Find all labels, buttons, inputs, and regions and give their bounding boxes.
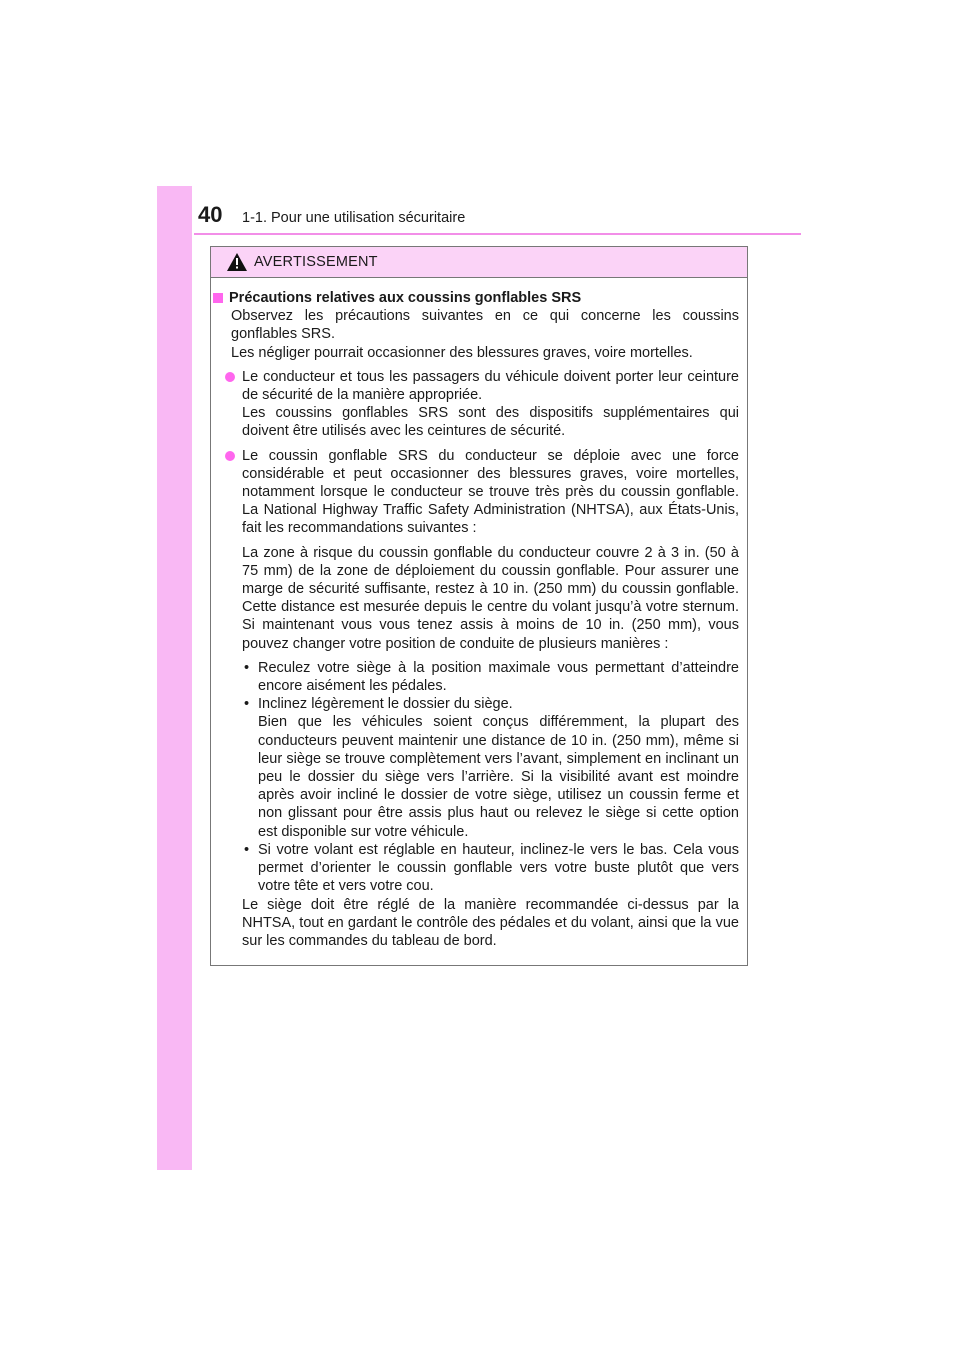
sub-item-1 xyxy=(211,659,747,695)
circle-bullet-icon xyxy=(225,451,235,461)
warning-heading xyxy=(211,289,747,307)
bullet-1-line-2: Les coussins gonflables SRS sont des dispositifs supplémentaires qui doivent être utilisés avec les ceintures de sécurité. xyxy=(242,405,739,440)
warning-title: AVERTISSEMENT xyxy=(254,254,378,270)
intro-line-1: Observez les précautions suivantes en ce qui concerne les coussins gonflables SRS. xyxy=(231,308,739,343)
warning-heading-text: Précautions relatives aux coussins gonflables SRS xyxy=(229,290,582,306)
page-number: 40 xyxy=(198,202,223,227)
intro-line-2: Les négliger pourrait occasionner des blessures graves, voire mortelles. xyxy=(231,344,693,361)
bullet-2-line-1: Le coussin gonflable SRS du conducteur se déploie avec une force considérable et peut occasionner des blessures graves, voire mortelles, notamment lorsque le conducteur se trouve très près du coussin gonflable. La National Highway Traffic Safety Administration (NHTSA), aux États-Unis, fait les recommandations suivantes : xyxy=(242,447,739,537)
dot-bullet: • xyxy=(244,659,250,676)
warning-box xyxy=(210,246,748,966)
sub-item-2-text: Inclinez légèrement le dossier du siège. xyxy=(258,696,513,713)
sub-item-2 xyxy=(211,695,747,841)
sub-item-3 xyxy=(211,841,747,896)
sub-item-3-text: Si votre volant est réglable en hauteur, inclinez-le vers le bas. Cela vous permet d’orienter le coussin gonflable vers votre buste plutôt que vers votre tête et vers votre cou. xyxy=(258,841,739,895)
dot-bullet: • xyxy=(244,696,250,713)
risk-zone-paragraph: La zone à risque du coussin gonflable du conducteur couvre 2 à 3 in. (50 à 75 mm) de la zone de déploiement du coussin gonflable. Pour assurer une marge de sécurité suffisante, restez à 10 in. (250 mm) du coussin gonflable. Cette distance est mesurée depuis le centre du volant jusqu’à votre sternum. Si maintenant vous vous tenez assis à moins de 10 in. (250 mm), vous pouvez changer votre position de conduite de plusieurs manières : xyxy=(242,544,739,652)
bullet-item-2 xyxy=(211,447,747,538)
chapter-side-band xyxy=(157,186,192,1170)
dot-bullet: • xyxy=(244,841,250,858)
square-bullet-icon xyxy=(213,293,223,303)
bullet-1-line-1: Le conducteur et tous les passagers du véhicule doivent porter leur ceinture de sécurité de la manière appropriée. xyxy=(242,368,739,404)
warning-triangle-icon xyxy=(227,253,247,271)
bullet-item-1 xyxy=(211,368,747,441)
header-rule xyxy=(194,233,801,235)
warning-content xyxy=(211,289,747,950)
warning-header xyxy=(211,247,747,278)
sub-item-1-text: Reculez votre siège à la position maximale vous permettant d’atteindre encore aisément les pédales. xyxy=(258,659,739,695)
section-title: 1-1. Pour une utilisation sécuritaire xyxy=(242,210,466,226)
page-header xyxy=(198,202,800,236)
closing-paragraph: Le siège doit être réglé de la manière recommandée ci-dessus par la NHTSA, tout en gardant le contrôle des pédales et du volant, ainsi que la vue sur les commandes du tableau de bord. xyxy=(242,896,739,949)
sub-item-2-detail: Bien que les véhicules soient conçus différemment, la plupart des conducteurs peuvent maintenir une distance de 10 in. (250 mm), même si leur siège se trouve complètement vers l’avant, simplement en inclinant un peu le dossier du siège vers l’arrière. Si la visibilité avant est moindre après avoir incliné le dossier de votre siège, utilisez un coussin ferme et non glissant pour être assis plus haut ou relevez le siège si cette option est disponible sur votre véhicule. xyxy=(258,714,739,840)
circle-bullet-icon xyxy=(225,372,235,382)
